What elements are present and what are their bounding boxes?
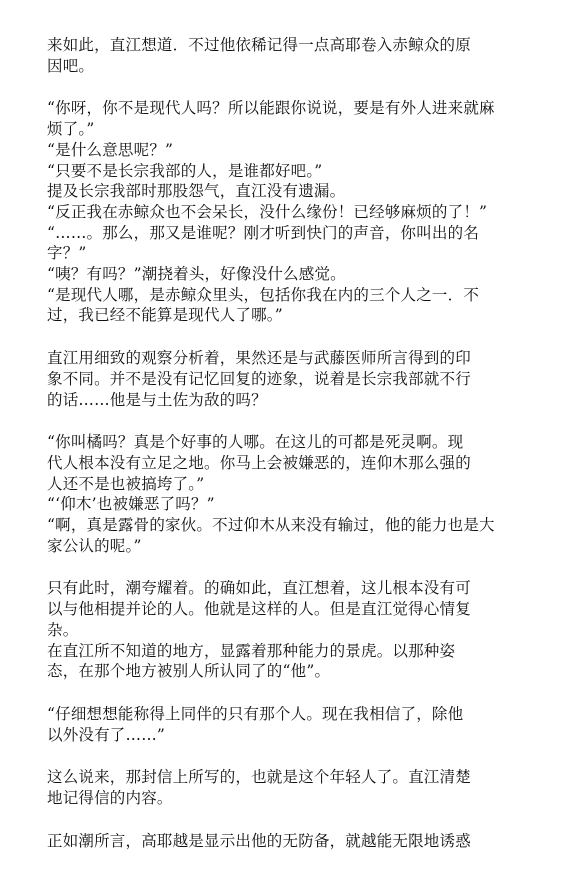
text-line: 以与他相提并论的人。他就是这样的人。但是直江觉得心情复 <box>47 600 471 619</box>
text-line: “只要不是长宗我部的人，是谁都好吧。” <box>47 161 323 180</box>
text-line: 代人根本没有立足之地。你马上会被嫌恶的，连仰木那么强的 <box>47 453 471 472</box>
paragraph <box>47 578 515 682</box>
text-line: 来如此，直江想道．不过他依稀记得一点高耶卷入赤鲸众的原 <box>47 36 471 54</box>
text-line: “……。那么，那又是谁呢？刚才听到快门的声音，你叫出的名 <box>47 223 480 242</box>
paragraph <box>47 432 515 556</box>
text-line: 以外没有了……” <box>47 725 166 744</box>
text-line: 过，我已经不能算是现代人了哪。” <box>47 306 283 325</box>
text-line: “你叫橘吗？真是个好事的人哪。在这儿的可都是死灵啊。现 <box>47 433 464 452</box>
text-line: 只有此时，潮夸耀着。的确如此，直江想着，这儿根本没有可 <box>47 579 471 598</box>
paragraph <box>47 35 515 76</box>
text-line: 人还不是也被搞垮了。” <box>47 474 205 493</box>
text-line: “你呀，你不是现代人吗？所以能跟你说说，要是有外人进来就麻 <box>47 99 495 118</box>
text-line: 字？” <box>47 244 87 263</box>
text-line: “反正我在赤鲸众也不会呆长，没什么缘份！已经够麻烦的了！” <box>47 202 488 221</box>
text-line: 烦了。” <box>47 120 95 139</box>
text-line: 杂。 <box>47 620 79 639</box>
text-line: “是现代人哪，是赤鲸众里头，包括你我在内的三个人之一．不 <box>47 285 480 304</box>
paragraph <box>47 767 515 808</box>
text-line: “‘仰木’也被嫌恶了吗？” <box>47 495 215 514</box>
text-line: 象不同。并不是没有记忆回复的迹象，说着是长宗我部就不行 <box>47 369 471 388</box>
text-line: “咦？有吗？”潮挠着头，好像没什么感觉。 <box>47 265 346 284</box>
text-line: 因吧。 <box>47 56 95 75</box>
text-line: 地记得信的内容。 <box>47 789 173 808</box>
paragraph <box>47 348 515 410</box>
document-page <box>47 35 515 874</box>
text-line: 这么说来，那封信上所写的，也就是这个年轻人了。直江清楚 <box>47 768 471 787</box>
text-line: “是什么意思呢？” <box>47 140 174 159</box>
text-line: 正如潮所言，高耶越是显示出他的无防备，就越能无限地诱惑 <box>47 831 471 850</box>
paragraph <box>47 831 515 852</box>
paragraph <box>47 704 515 745</box>
text-line: 提及长宗我部时那股怨气，直江没有遗漏。 <box>47 182 346 201</box>
text-line: 态，在那个地方被别人所认同了的“他”。 <box>47 662 331 681</box>
text-line: 家公认的呢。” <box>47 536 142 555</box>
text-line: “仔细想想能称得上同伴的只有那个人。现在我相信了，除他 <box>47 704 464 723</box>
text-line: “啊，真是露骨的家伙。不过仰木从来没有输过，他的能力也是大 <box>47 516 495 535</box>
text-line: 的话……他是与土佐为敌的吗？ <box>47 390 267 409</box>
text-line: 直江用细致的观察分析着，果然还是与武藤医师所言得到的印 <box>47 349 471 368</box>
text-line: 在直江所不知道的地方，显露着那种能力的景虎。以那种姿 <box>47 641 456 660</box>
paragraph <box>47 98 515 326</box>
